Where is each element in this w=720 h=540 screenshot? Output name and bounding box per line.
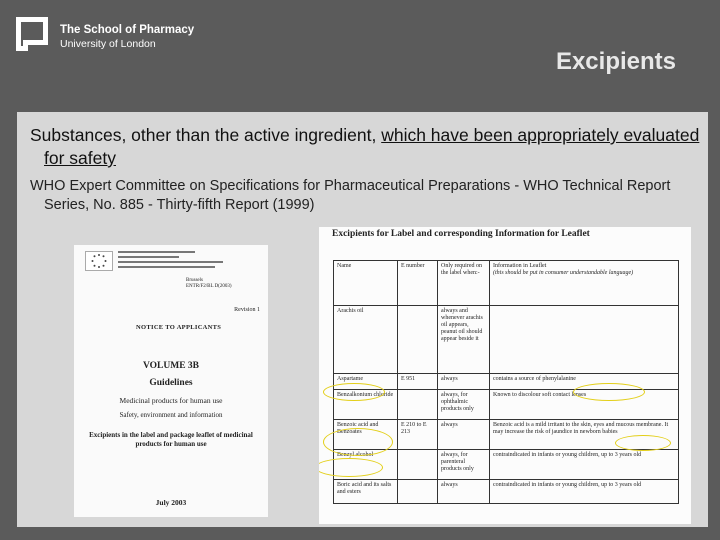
col-header-when: Only required on the label when:-: [438, 261, 490, 306]
slide-title: Excipients: [555, 48, 676, 75]
col-header-e-number: E number: [398, 261, 438, 306]
school-name-block: [60, 23, 194, 51]
highlight-jaundice: [615, 435, 671, 451]
commission-header-lines: [118, 251, 228, 271]
school-name: The School of Pharmacy: [60, 24, 195, 36]
col-header-note: (this should be put in consumer understandable language): [493, 270, 634, 276]
definition-text: [30, 124, 704, 170]
table-row: Benzalkonium chloride always, for ophthalmic products only Known to discolour soft contact lenses: [334, 390, 679, 420]
university-name: University of London: [60, 38, 156, 50]
highlight-benzoic-acid: [323, 428, 393, 456]
who-reference: WHO Expert Committee on Specifications for Pharmaceutical Preparations - WHO Technical Report Series, No. 885 - Thirty-fifth Report (1999): [30, 178, 671, 213]
highlight-phenylalanine: [573, 383, 645, 401]
cover-revision: Revision 1: [234, 307, 260, 313]
excipient-table-heading: Excipients for Label and corresponding Information for Leaflet: [332, 229, 590, 239]
table-row: Benzoic acid and Benzoates E 210 to E 213 always Benzoic acid is a mild irritant to the skin, eyes and mucous membrane. It may increase the risk of jaundice in newborn babies: [334, 420, 679, 450]
definition-lead: Substances, other than the active ingredient,: [30, 125, 382, 145]
excipient-table-scan: [319, 227, 691, 524]
col-header-name: Name: [334, 261, 398, 306]
cover-guidelines: Guidelines: [149, 378, 193, 388]
cover-date: July 2003: [155, 498, 187, 507]
school-logo: [14, 15, 50, 53]
excipient-table: [333, 260, 679, 504]
cover-safety: Safety, environment and information: [119, 411, 223, 419]
table-header-row: [334, 261, 679, 306]
cover-medicinal-products: Medicinal products for human use: [119, 396, 223, 405]
cover-location: Brussels ENTR/F2/BL D(2003): [186, 278, 232, 289]
highlight-aspartame: [323, 383, 385, 401]
eu-flag-icon: [85, 251, 113, 271]
table-row: Aspartame E 951 always contains a source of phenylalanine: [334, 374, 679, 390]
cover-excipients-title: Excipients in the label and package leaflet of medicinal products for human use: [89, 431, 253, 448]
table-row: Arachis oil always and whenever arachis oil appears, peanut oil should appear beside it: [334, 306, 679, 374]
table-row: Benzyl alcohol always, for parenteral products only contraindicated in infants or young children, up to 3 years old: [334, 450, 679, 480]
cover-volume: VOLUME 3B: [142, 361, 200, 371]
definition-underlined: which have been appropriately evaluated for safety: [44, 125, 700, 168]
notice-to-applicants-cover: [74, 245, 268, 517]
col-header-info: Information in Leaflet (this should be put in consumer understandable language): [490, 261, 679, 306]
table-row: Boric acid and its salts and esters always contraindicated in infants or young children, up to 3 years old: [334, 480, 679, 504]
cover-notice: NOTICE TO APPLICANTS: [136, 324, 222, 331]
